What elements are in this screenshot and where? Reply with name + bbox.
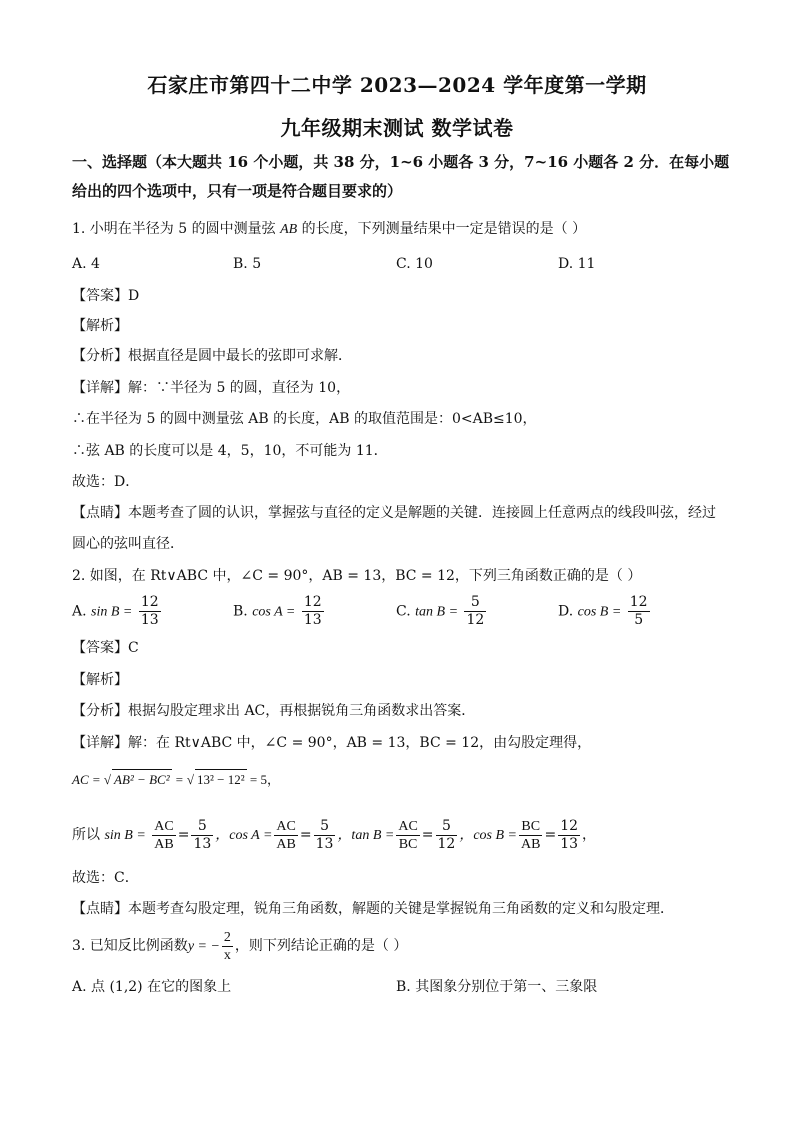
q1-fenxi: 【分析】根据直径是圆中最长的弦即可求解． bbox=[72, 348, 352, 364]
q2-cosB: ，cos B = bbox=[459, 828, 518, 843]
q2-trig-end: ， bbox=[582, 827, 597, 843]
q2-answer: 【答案】C bbox=[72, 640, 139, 656]
q3-stem-den: x bbox=[223, 947, 231, 963]
q2-option-d-den: 5 bbox=[634, 612, 644, 628]
q1-dianjing-line1: 【点睛】本题考查了圆的认识，掌握弦与直径的定义是解题的关键．连接圆上任意两点的线段叫弦，经过 bbox=[72, 505, 716, 521]
q2-sinB-frac1 bbox=[152, 818, 175, 853]
q1-option-a: A. 4 bbox=[72, 256, 100, 272]
q2-option-d-num: 12 bbox=[629, 594, 648, 610]
q2-sinB-frac2-num: 5 bbox=[191, 818, 213, 836]
q1-step2: ∴在半径为 5 的圆中测量弦 AB 的长度，AB 的取值范围是：0<AB≤10， bbox=[72, 411, 537, 427]
q2-xiangjie: 【详解】解：在 Rt∨ABC 中，∠C = 90°，AB = 13，BC = 12，由勾股定理得， bbox=[72, 735, 592, 751]
q2-option-a-fraction bbox=[139, 594, 161, 629]
q2-choose: 故选：C． bbox=[72, 870, 139, 886]
q2-cosA-frac2-den: 13 bbox=[315, 835, 334, 852]
q2-tanB-frac2-num: 5 bbox=[436, 818, 458, 836]
q2-stem: 2. 如图，在 Rt∨ABC 中，∠C = 90°，AB = 13，BC = 12，下列三角函数正确的是（ ） bbox=[72, 568, 642, 584]
q2-sinB: sin B = bbox=[104, 828, 146, 843]
q1-stem-text-a: 1. 小明在半径为 5 的圆中测量弦 bbox=[72, 221, 276, 237]
q2-dianjing: 【点睛】本题考查勾股定理，锐角三角函数，解题的关键是掌握锐角三角函数的定义和勾股定理． bbox=[72, 901, 674, 917]
q2-ac-lhs: AC = bbox=[72, 772, 104, 787]
q2-option-b-fraction bbox=[302, 594, 324, 629]
q2-analysis-label: 【解析】 bbox=[72, 672, 128, 688]
q2-option-a bbox=[72, 594, 163, 629]
q2-option-d-fraction bbox=[628, 594, 650, 629]
q2-option-b bbox=[233, 594, 326, 629]
q2-ac-mid: = bbox=[171, 772, 187, 787]
q2-cosB-frac2 bbox=[558, 818, 580, 853]
q2-tanB-frac2 bbox=[436, 818, 458, 853]
q2-option-b-label: B. bbox=[233, 603, 248, 620]
q1-option-b: B. 5 bbox=[233, 256, 262, 272]
q2-ac-sqrt1: AB² − BC² bbox=[112, 769, 172, 790]
q2-option-a-num: 12 bbox=[140, 594, 159, 610]
q2-cosB-frac2-den: 13 bbox=[560, 835, 579, 852]
q2-cosB-frac2-num: 12 bbox=[560, 817, 579, 834]
q2-option-b-den: 13 bbox=[303, 612, 322, 628]
q2-sinB-frac2-den: 13 bbox=[193, 835, 212, 852]
q1-dianjing-line2: 圆心的弦叫直径． bbox=[72, 536, 184, 552]
exam-title: 石家庄市第四十二中学 2023—2024 学年度第一学期 bbox=[147, 73, 647, 97]
q3-stem bbox=[72, 928, 732, 965]
q2-option-c-den: 12 bbox=[466, 612, 485, 628]
q2-cosA-frac1-den: AB bbox=[276, 836, 296, 852]
q2-cosA-frac2 bbox=[314, 818, 336, 853]
q1-answer: 【答案】D bbox=[72, 288, 140, 304]
q1-analysis-label: 【解析】 bbox=[72, 318, 128, 334]
q2-option-a-den: 13 bbox=[140, 612, 159, 628]
q1-stem-text-b: 的长度，下列测量结果中一定是错误的是（ ） bbox=[301, 221, 587, 237]
q2-tanB: ，tan B = bbox=[337, 828, 395, 843]
q2-option-d bbox=[558, 594, 652, 629]
q2-cosB-frac1-num: BC bbox=[519, 818, 542, 836]
q1-step3: ∴弦 AB 的长度可以是 4，5，10，不可能为 11． bbox=[72, 443, 388, 459]
q2-cosA-frac1-num: AC bbox=[276, 818, 296, 834]
q2-sinB-frac1-den: AB bbox=[154, 836, 174, 852]
q2-option-b-fn: cos A = bbox=[252, 604, 296, 620]
q1-xiangjie: 【详解】解：∵半径为 5 的圆，直径为 10， bbox=[72, 380, 351, 396]
q3-stem-fn: y = − bbox=[187, 939, 220, 954]
q2-tanB-frac2-den: 12 bbox=[437, 835, 456, 852]
q3-option-a: A. 点 (1,2) 在它的图象上 bbox=[72, 979, 232, 995]
q2-trig-values: 所以 sin B = $\frac{AC}{AB}$ = $\frac{5}{13}$ ，cos A = $\frac{AC}{AB}$ = $\frac{5}{13}$ ，tan B = $\frac{AC}{BC}$ = $\frac{5}{12}$ ，cos B = $\frac{BC}{AB}$ = $\frac{12}{13}$ ， bbox=[72, 817, 597, 852]
q1-stem-var: AB bbox=[280, 222, 298, 237]
q2-option-c-label: C. bbox=[396, 603, 411, 620]
q2-tanB-frac1 bbox=[396, 818, 419, 853]
q2-cosA: ，cos A = bbox=[215, 828, 273, 843]
q2-cosB-frac1-den: AB bbox=[521, 836, 541, 852]
q2-option-a-label: A. bbox=[72, 603, 87, 620]
q2-ac-equation: AC = √ AB² − BC² = √ 13² − 12² = 5， bbox=[72, 769, 732, 790]
q3-stem-text-b: ，则下列结论正确的是（ ） bbox=[234, 938, 408, 954]
q1-stem bbox=[72, 219, 732, 240]
q3-option-b: B. 其图象分别位于第一、三象限 bbox=[396, 979, 598, 995]
q2-tanB-frac1-num: AC bbox=[398, 818, 418, 834]
q2-option-a-fn: sin B = bbox=[91, 604, 133, 620]
q3-stem-num: 2 bbox=[223, 929, 231, 945]
q2-suoyi: 所以 bbox=[72, 827, 100, 843]
q3-stem-fraction bbox=[222, 929, 233, 964]
q2-ac-rhs: = 5， bbox=[246, 772, 280, 787]
exam-subtitle: 九年级期末测试 数学试卷 bbox=[280, 116, 514, 140]
section-heading-line2: 给出的四个选项中，只有一项是符合题目要求的） bbox=[72, 182, 403, 200]
q2-option-d-label: D. bbox=[558, 603, 574, 620]
q1-option-c: C. 10 bbox=[396, 256, 433, 272]
q2-cosB-frac1 bbox=[519, 818, 542, 853]
q2-option-b-num: 12 bbox=[303, 594, 322, 610]
q1-choose: 故选：D． bbox=[72, 474, 140, 490]
q3-stem-text-a: 3. 已知反比例函数 bbox=[72, 938, 188, 954]
q2-fenxi: 【分析】根据勾股定理求出 AC，再根据锐角三角函数求出答案． bbox=[72, 703, 476, 719]
q2-option-c-fn: tan B = bbox=[415, 604, 459, 620]
section-heading-line1: 一、选择题（本大题共 16 个小题，共 38 分，1~6 小题各 3 分，7~16 小题各 2 分．在每小题 bbox=[72, 153, 730, 171]
q2-option-c bbox=[396, 594, 488, 629]
q2-ac-sqrt2: 13² − 12² bbox=[195, 769, 247, 790]
q2-cosA-frac1 bbox=[274, 818, 297, 853]
q2-tanB-frac1-den: BC bbox=[398, 836, 418, 852]
q2-option-c-fraction bbox=[464, 594, 486, 629]
q2-cosA-frac2-num: 5 bbox=[314, 818, 336, 836]
q2-sinB-frac1-num: AC bbox=[154, 818, 174, 834]
q1-option-d: D. 11 bbox=[558, 256, 596, 272]
q2-sinB-frac2 bbox=[191, 818, 213, 853]
q2-option-c-num: 5 bbox=[464, 594, 486, 612]
q2-option-d-fn: cos B = bbox=[577, 604, 622, 620]
